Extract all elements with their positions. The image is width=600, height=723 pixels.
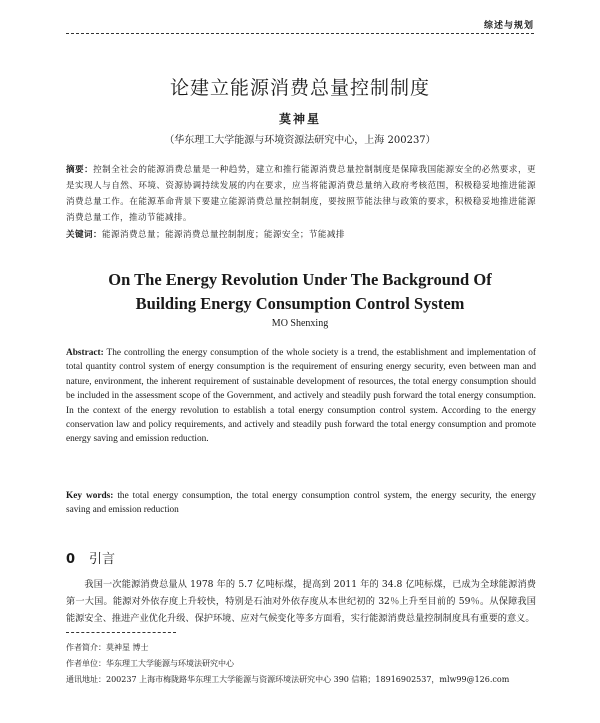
english-keywords-text: the total energy consumption, the total energy consumption control system, the energy security, the energy saving and emission reduction [66,491,536,516]
footnote-affiliation: 作者单位：华东理工大学能源与环境法研究中心 [66,659,234,668]
section-number: 0 [66,552,76,567]
footnote-author-bio: 作者简介：莫神星 博士 [66,643,149,652]
chinese-title: 论建立能源消费总量控制制度 [169,77,430,99]
chinese-keywords-label: 关键词： [66,230,102,240]
column-tag: 综述与规划 [483,21,534,31]
section-heading [66,548,115,567]
english-title [0,268,600,316]
footnote-address: 通讯地址：200237 上海市梅陇路华东理工大学能源与资源环境法研究中心 390 信箱；18916902537，mlw99@126.com [66,675,510,684]
introduction-paragraph: 我国一次能源消费总量从 1978 年的 5.7 亿吨标煤，提高到 2011 年的 34.8 亿吨标煤，已成为全球能源消费第一大国。能源对外依存度上升较快，特别是石油对外依存度从本世纪初的 32％上升至目前的 59％。从保障我国能源安全、推进产业优化升级、保护环境、应对气候变化等多方面看，实行能源消费总量控制制度具有重要的意义。 [66,579,536,624]
chinese-author: 莫神星 [278,112,321,126]
english-keywords [66,489,536,518]
chinese-abstract [66,162,536,226]
chinese-keywords-text: 能源消费总量；能源消费总量控制制度；能源安全；节能减排 [101,230,345,240]
english-title-line-1: On The Energy Revolution Under The Background Of [108,270,492,289]
section-title: 引言 [89,552,116,567]
chinese-abstract-label: 摘要： [66,165,94,175]
chinese-affiliation: （华东理工大学能源与环境资源法研究中心，上海 200237） [164,135,436,146]
chinese-abstract-text: 控制全社会的能源消费总量是一种趋势，建立和推行能源消费总量控制制度是保障我国能源安全的必然要求，更是实现人与自然、环境、资源协调持续发展的内在要求，应当将能源消费总量纳入政府考核范围，积极稳妥地推进能源消费总量工作。在能源革命背景下要建立能源消费总量控制制度，要按照节能法律与政策的要求，积极稳妥地推进能源消费总量工作，推动节能减排。 [66,165,536,223]
english-title-line-2: Building Energy Consumption Control System [135,294,465,313]
english-abstract-text: The controlling the energy consumption of the whole society is a trend, the establishment and implementation of total quantity control system of energy consumption is the requirement of ensuring energy security, even between man and nature, environment, the inherent requirement of sustainable development of resources, the total energy consumption should be included in the assessment scope of the Government, and actively and steadily push forward the total energy consumption. In the context of the energy revolution to establish a total energy consumption control system. According to the energy conservation law and policy requirements, and actively and steadily push forward the total energy consumption and promote energy saving and emission reduction. [66,348,536,445]
footnote-divider [66,632,176,633]
chinese-keywords [66,227,536,243]
english-keywords-label: Key words: [66,491,114,501]
english-author: MO Shenxing [271,318,329,329]
header-divider [66,33,534,34]
english-abstract-label: Abstract: [66,348,104,358]
english-abstract [66,346,536,447]
footnotes [66,640,536,688]
